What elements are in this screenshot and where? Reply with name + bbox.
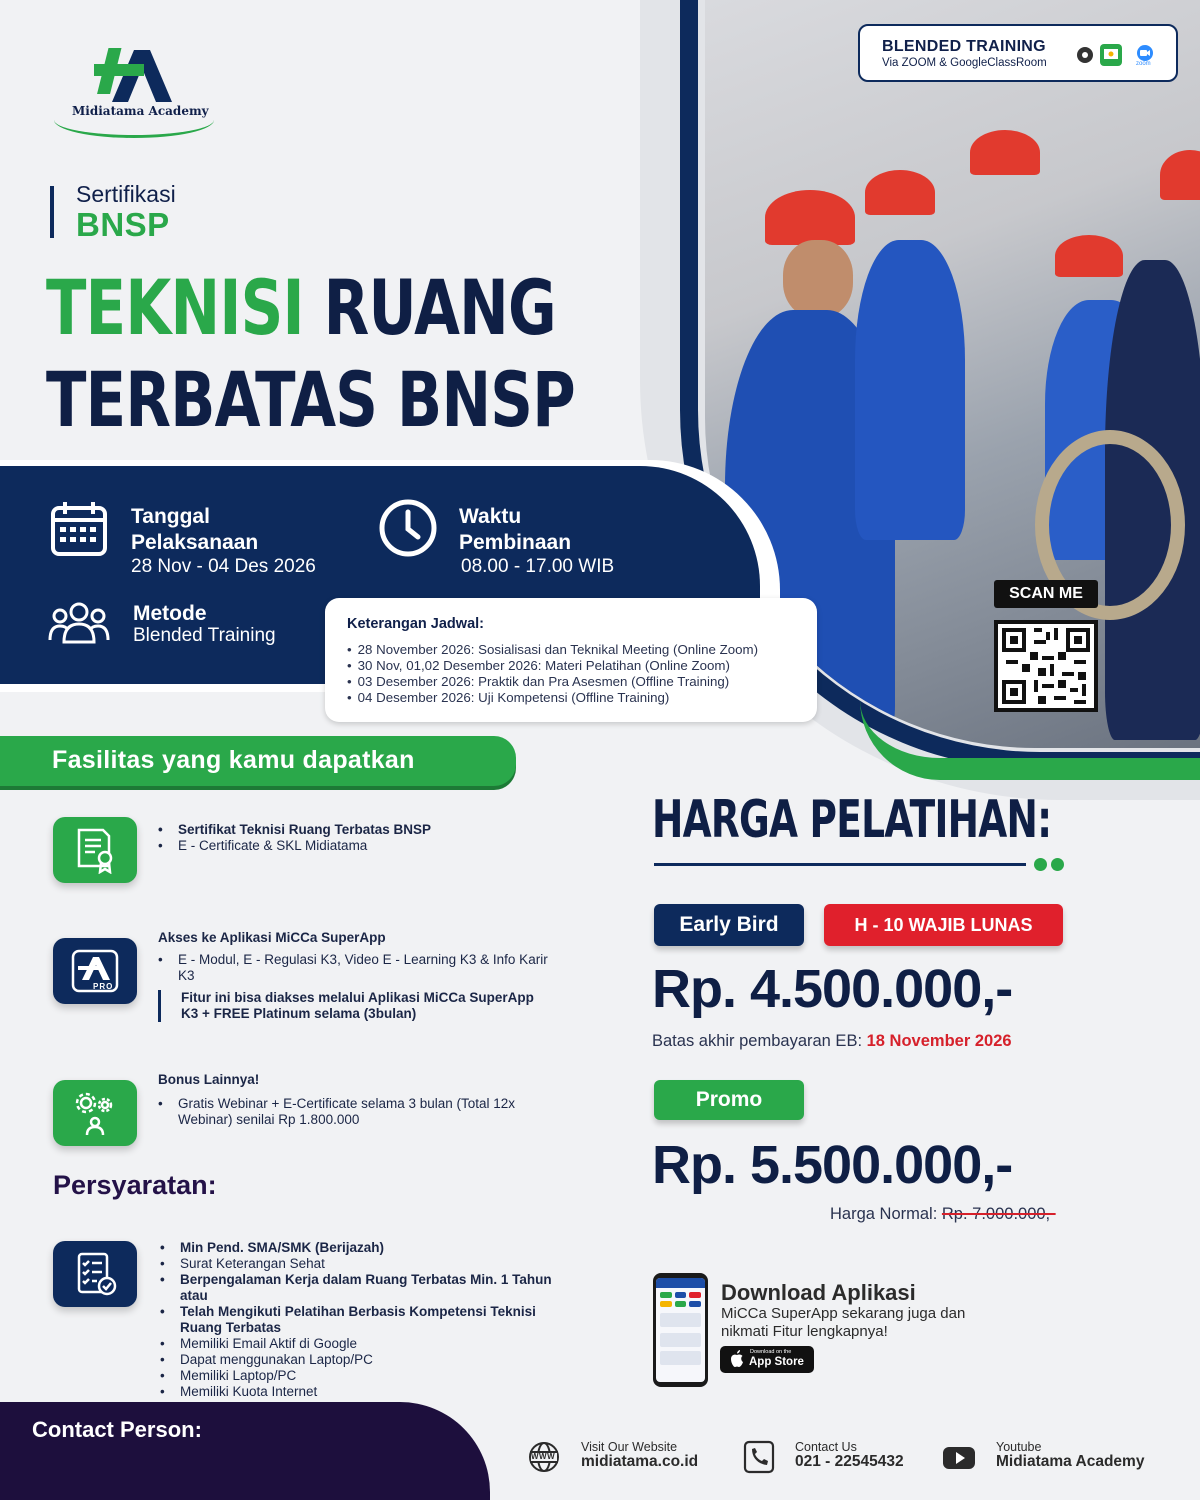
fasilitas-item: • E - Certificate & SKL Midiatama — [158, 838, 431, 854]
globe-icon — [527, 1440, 561, 1474]
persyaratan-item: • Berpengalaman Kerja dalam Ruang Terbatas Min. 1 Tahun atau — [160, 1272, 560, 1304]
schedule-item: • 28 November 2026: Sosialisasi dan Teknikal Meeting (Online Zoom) — [347, 642, 758, 658]
title-rest: RUANG — [303, 263, 556, 352]
metode-label: Metode — [133, 602, 207, 625]
metode-value: Blended Training — [133, 625, 276, 646]
bonus-gears-icon — [53, 1080, 137, 1146]
app-store-big: App Store — [749, 1356, 804, 1368]
helmet-shape — [970, 130, 1040, 175]
persyaratan-item: • Surat Keterangan Sehat — [160, 1256, 560, 1272]
app-store-small: Download on the — [750, 1349, 792, 1355]
waktu-label: Waktu Pembinaan — [459, 505, 572, 554]
helmet-shape — [1055, 235, 1123, 277]
qr-code[interactable] — [994, 620, 1098, 712]
fasilitas-item: • Gratis Webinar + E-Certificate selama 3 bulan (Total 12x Webinar) senilai Rp 1.800.000 — [158, 1096, 548, 1128]
badge-title: BLENDED TRAINING — [882, 38, 1046, 55]
persyaratan-list — [160, 1240, 560, 1400]
schedule-item: • 04 Desember 2026: Uji Kompetensi (Offline Training) — [347, 690, 758, 706]
schedule-title: Keterangan Jadwal: — [347, 616, 484, 632]
fasilitas-group3 — [158, 1072, 548, 1128]
fasilitas-heading-bar — [0, 736, 516, 786]
tanggal-value: 28 Nov - 04 Des 2026 — [131, 556, 316, 577]
harga-title: HARGA PELATIHAN: — [652, 790, 1052, 850]
batas-date: 18 November 2026 — [866, 1032, 1012, 1050]
contact-small: Contact Us — [795, 1440, 857, 1454]
harga-divider — [654, 863, 1026, 866]
contact-phone[interactable]: 021 - 22545432 — [795, 1453, 904, 1470]
promo-badge: Promo — [654, 1080, 804, 1120]
download-title: Download Aplikasi — [721, 1280, 916, 1305]
zoom-label: zoom — [1136, 61, 1151, 67]
cert-bar — [50, 186, 54, 238]
fasilitas-group2 — [158, 930, 548, 984]
youtube-icon — [942, 1440, 976, 1474]
title-green: TEKNISI — [46, 263, 304, 352]
phone-icon — [742, 1440, 776, 1474]
persyaratan-item: • Memiliki Laptop/PC — [160, 1368, 560, 1384]
fasilitas-heading: Fasilitas yang kamu dapatkan — [52, 746, 415, 774]
micca-pro-icon — [53, 938, 137, 1004]
face-shape — [783, 240, 853, 318]
persyaratan-item: • Dapat menggunakan Laptop/PC — [160, 1352, 560, 1368]
youtube-channel[interactable]: Midiatama Academy — [996, 1453, 1145, 1470]
contact-person-label: Contact Person: — [32, 1417, 202, 1442]
worker-shape — [855, 240, 965, 540]
certificate-icon — [53, 817, 137, 883]
persyaratan-item: • Min Pend. SMA/SMK (Berijazah) — [160, 1240, 560, 1256]
download-subtitle: MiCCa SuperApp sekarang juga dan nikmati Fitur lengkapnya! — [721, 1305, 966, 1340]
scan-me-label: SCAN ME — [994, 580, 1098, 608]
app-store-button[interactable] — [720, 1346, 814, 1373]
phone-mockup — [653, 1273, 708, 1387]
divider-dot — [1034, 858, 1047, 871]
apple-icon — [729, 1350, 745, 1368]
helmet-shape — [1160, 150, 1200, 200]
early-bird-price: Rp. 4.500.000,- — [652, 959, 1013, 1019]
blended-training-badge — [858, 24, 1178, 82]
page-title — [46, 262, 575, 446]
people-icon — [48, 600, 110, 651]
waktu-value: 08.00 - 17.00 WIB — [461, 556, 615, 577]
website-link[interactable]: midiatama.co.id — [581, 1453, 699, 1470]
persyaratan-item: • Memiliki Kuota Internet — [160, 1384, 560, 1400]
persyaratan-title: Persyaratan: — [53, 1170, 217, 1200]
fasilitas-group3-title: Bonus Lainnya! — [158, 1072, 260, 1087]
fasilitas-group1 — [158, 822, 431, 854]
youtube-small: Youtube — [996, 1440, 1042, 1454]
obs-icon — [1074, 44, 1096, 66]
title-line2: TERBATAS BNSP — [46, 355, 575, 444]
schedule-list — [347, 642, 758, 706]
midiatama-logo — [52, 42, 222, 134]
harga-normal — [830, 1205, 1056, 1224]
phone-screen — [656, 1278, 705, 1382]
fasilitas-group2-title: Akses ke Aplikasi MiCCa SuperApp — [158, 930, 386, 945]
helmet-shape — [765, 190, 855, 245]
qr-code-icon — [998, 624, 1094, 708]
schedule-card — [325, 598, 817, 722]
helmet-shape — [865, 170, 935, 215]
calendar-icon — [50, 500, 108, 563]
website-small: Visit Our Website — [581, 1440, 678, 1454]
promo-price: Rp. 5.500.000,- — [652, 1135, 1013, 1195]
clock-icon — [378, 498, 438, 563]
zoom-icon — [1134, 44, 1156, 66]
logo-mark-icon — [52, 42, 222, 108]
batas-pembayaran — [652, 1032, 1012, 1051]
normal-price: Rp. 7.000.000,- — [941, 1205, 1056, 1223]
persyaratan-item: • Telah Mengikuti Pelatihan Berbasis Kompetensi Teknisi Ruang Terbatas — [160, 1304, 560, 1336]
batas-label: Batas akhir pembayaran EB: — [652, 1032, 863, 1050]
fasilitas-item: • E - Modul, E - Regulasi K3, Video E - Learning K3 & Info Karir K3 — [158, 952, 548, 984]
badge-subtitle: Via ZOOM & GoogleClassRoom — [882, 57, 1047, 69]
fasilitas-note: Fitur ini bisa diakses melalui Aplikasi MiCCa SuperApp K3 + FREE Platinum selama (3bulan) — [158, 990, 538, 1022]
schedule-item: • 30 Nov, 01,02 Desember 2026: Materi Pelatihan (Online Zoom) — [347, 658, 758, 674]
divider-dot — [1051, 858, 1064, 871]
tanggal-label: Tanggal Pelaksanaan — [131, 505, 259, 554]
fasilitas-item: • Sertifikat Teknisi Ruang Terbatas BNSP — [158, 822, 431, 838]
pro-label: PRO — [93, 982, 114, 991]
logo-text: Midiatama Academy — [72, 104, 209, 118]
schedule-item: • 03 Desember 2026: Praktik dan Pra Asesmen (Offline Training) — [347, 674, 758, 690]
google-classroom-icon — [1100, 44, 1122, 66]
normal-label: Harga Normal: — [830, 1205, 938, 1223]
persyaratan-item: • Memiliki Email Aktif di Google — [160, 1336, 560, 1352]
early-bird-badge: Early Bird — [654, 904, 804, 946]
cert-line1: Sertifikasi — [76, 181, 176, 207]
wajib-lunas-badge: H - 10 WAJIB LUNAS — [824, 904, 1063, 946]
www-label: WWW — [531, 1452, 556, 1461]
checklist-icon — [53, 1241, 137, 1307]
cert-line2: BNSP — [76, 206, 170, 243]
